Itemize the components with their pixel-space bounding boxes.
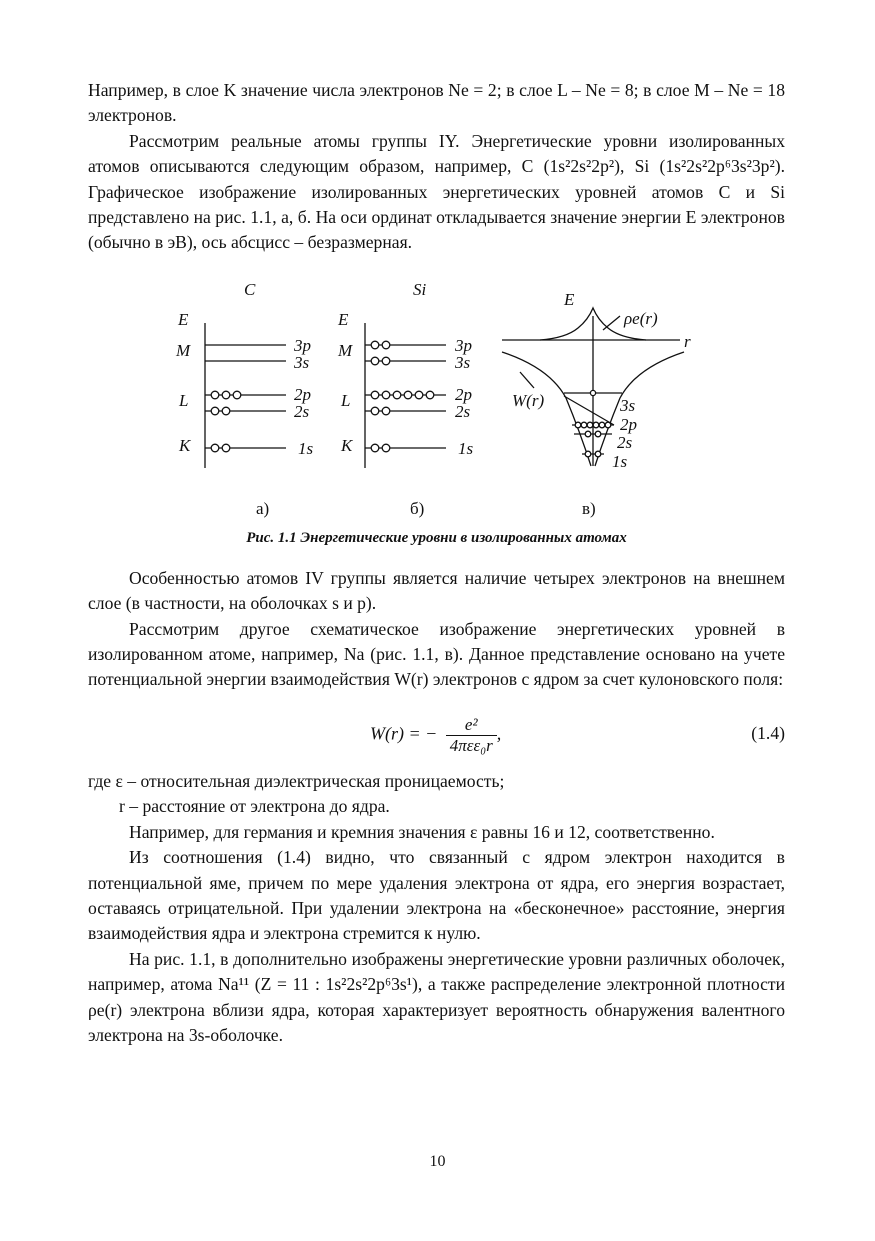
- figure-energy-levels: [88, 268, 785, 556]
- leader-rho: [603, 316, 620, 330]
- label-b-2p: 2p: [455, 384, 472, 404]
- equation-lhs: W(r) = −: [370, 723, 438, 744]
- page-number: 10: [429, 1153, 446, 1170]
- label-b-1s: 1s: [458, 438, 474, 458]
- label-a-k: K: [179, 435, 191, 455]
- label-c-w: W(r): [512, 390, 545, 410]
- label-a: а): [256, 498, 270, 518]
- title-a: C: [244, 279, 256, 299]
- label-b-2s: 2s: [455, 401, 471, 421]
- paragraph-6: r – расстояние от электрона до ядра.: [119, 796, 390, 817]
- equation-tail: ,: [496, 723, 502, 744]
- paragraph-7: Например, для германия и кремния значения ε равны 16 и 12, соответственно.: [129, 821, 715, 842]
- paragraph-4: Рассмотрим другое схематическое изображение энергетических уровней в изолированном атоме, например, Na (рис. 1.1, в). Данное представление основано на учете потенциальной энергии взаимодействия W(r) электронов с ядром за счет кулоновского поля:: [88, 618, 785, 690]
- label-c-e: E: [564, 289, 575, 309]
- label-a-l: L: [179, 390, 189, 410]
- label-a-2s: 2s: [294, 401, 310, 421]
- label-c-2p: 2p: [620, 414, 637, 434]
- electrons-b: [371, 341, 434, 452]
- equation-formula: [370, 715, 501, 756]
- label-b-3s: 3s: [455, 352, 471, 372]
- label-b-m: M: [338, 340, 353, 360]
- label-a-1s: 1s: [298, 438, 314, 458]
- label-b-k: K: [341, 435, 353, 455]
- label-b-l: L: [341, 390, 351, 410]
- label-c-rho: ρe(r): [624, 308, 658, 328]
- label-a-m: M: [176, 340, 191, 360]
- equation-fraction: [446, 715, 497, 756]
- paragraph-5: где ε – относительная диэлектрическая проницаемость;: [88, 770, 505, 791]
- electrons-a: [211, 391, 241, 452]
- equation-number: (1.4): [751, 722, 785, 743]
- potential-right: [595, 352, 684, 466]
- label-a-e: E: [178, 309, 189, 329]
- paragraph-9: На рис. 1.1, в дополнительно изображены энергетические уровни различных оболочек, например, атома Na¹¹ (Z = 11 : 1s²2s²2p⁶3s¹), а также распределение электронной плотности ρe(r) электрона вблизи ядра, которая характеризует вероятность обнаружения валентного электрона на 3s-оболочке.: [88, 948, 785, 1045]
- label-a-2p: 2p: [294, 384, 311, 404]
- label-c-3s: 3s: [620, 395, 636, 415]
- equation-numerator: e²: [446, 715, 497, 736]
- paragraph-8: Из соотношения (1.4) видно, что связанный с ядром электрон находится в потенциальной яме, причем по мере удаления электрона от ядра, его энергия возрастает, оставаясь отрицательной. При удалении электрона на «бесконечное» расстояние, энергия взаимодействия ядра и электрона стремится к нулю.: [88, 847, 785, 944]
- label-c-r: r: [684, 331, 691, 351]
- page-body: [88, 78, 785, 1048]
- leader-w: [520, 372, 534, 388]
- title-b: Si: [413, 279, 427, 299]
- label-c-1s: 1s: [612, 451, 628, 471]
- paragraph-3: Особенностью атомов IV группы является наличие четырех электронов на внешнем слое (в частности, на оболочках s и p).: [88, 567, 785, 614]
- paragraph-2: Рассмотрим реальные атомы группы IY. Энергетические уровни изолированных атомов описываются следующим образом, например, C (1s²2s²2p²), Si (1s²2s²2p⁶3s²3p²). Графическое изображение изолированных энергетических уровней атомов C и Si представлено на рис. 1.1, а, б. На оси ординат откладывается значение энергии E электронов (обычно в эВ), ось абсцисс – безразмерная.: [88, 130, 785, 253]
- equation-1-4: [88, 699, 785, 769]
- label-b-e: E: [338, 309, 349, 329]
- label-b: б): [410, 498, 425, 518]
- label-c: в): [582, 498, 596, 518]
- figure-caption: Рис. 1.1 Энергетические уровни в изолированных атомах: [246, 529, 627, 546]
- equation-denominator: 4πεε₀r: [449, 735, 493, 755]
- label-a-3p: 3p: [294, 335, 311, 355]
- label-b-3p: 3p: [455, 335, 472, 355]
- energy-level-diagram: [88, 268, 785, 556]
- label-c-2s: 2s: [617, 432, 633, 452]
- paragraph-1: Например, в слое K значение числа электронов Ne = 2; в слое L – Ne = 8; в слое M – Ne = 18 электронов.: [88, 80, 785, 126]
- label-a-3s: 3s: [294, 352, 310, 372]
